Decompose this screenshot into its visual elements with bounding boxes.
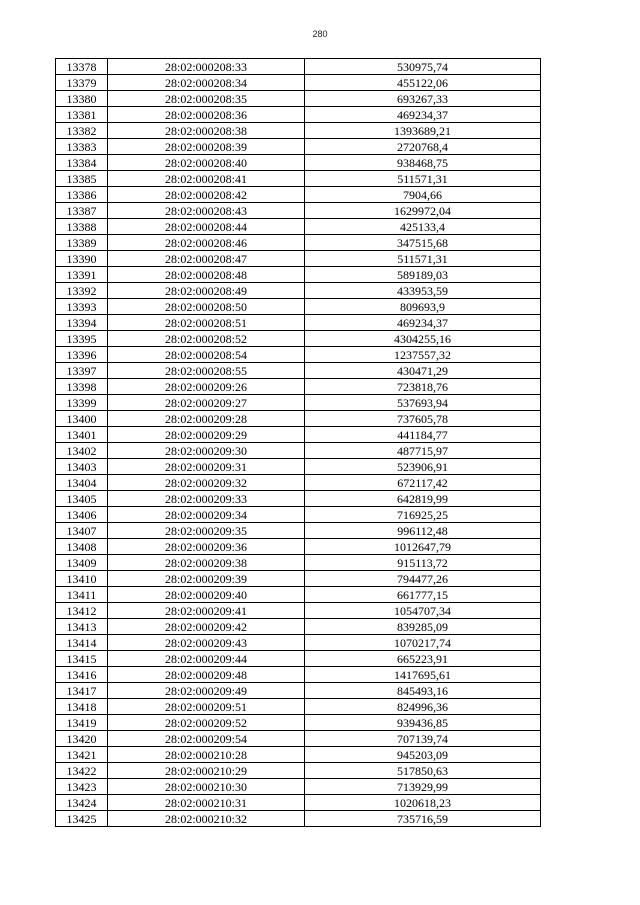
row-number-cell: 13393	[56, 299, 108, 315]
row-number-cell: 13413	[56, 619, 108, 635]
table-row	[56, 795, 541, 811]
table-row	[56, 571, 541, 587]
row-number-cell: 13395	[56, 331, 108, 347]
row-number-cell: 13410	[56, 571, 108, 587]
row-number-cell: 13402	[56, 443, 108, 459]
cadastral-number-cell: 28:02:000209:49	[108, 683, 305, 699]
table-row	[56, 619, 541, 635]
value-cell: 661777,15	[305, 587, 541, 603]
row-number-cell: 13405	[56, 491, 108, 507]
value-cell: 839285,09	[305, 619, 541, 635]
value-cell: 523906,91	[305, 459, 541, 475]
table-row	[56, 155, 541, 171]
table-row	[56, 59, 541, 75]
value-cell: 487715,97	[305, 443, 541, 459]
table-row	[56, 171, 541, 187]
cadastral-number-cell: 28:02:000209:30	[108, 443, 305, 459]
cadastral-number-cell: 28:02:000209:51	[108, 699, 305, 715]
value-cell: 665223,91	[305, 651, 541, 667]
table-row	[56, 411, 541, 427]
page-number: 280	[312, 29, 328, 39]
value-cell: 915113,72	[305, 555, 541, 571]
table-row	[56, 603, 541, 619]
value-cell: 707139,74	[305, 731, 541, 747]
value-cell: 425133,4	[305, 219, 541, 235]
value-cell: 716925,25	[305, 507, 541, 523]
row-number-cell: 13383	[56, 139, 108, 155]
row-number-cell: 13408	[56, 539, 108, 555]
table-row	[56, 235, 541, 251]
row-number-cell: 13415	[56, 651, 108, 667]
row-number-cell: 13380	[56, 91, 108, 107]
value-cell: 672117,42	[305, 475, 541, 491]
value-cell: 824996,36	[305, 699, 541, 715]
cadastral-number-cell: 28:02:000209:27	[108, 395, 305, 411]
cadastral-number-cell: 28:02:000209:41	[108, 603, 305, 619]
cadastral-number-cell: 28:02:000208:39	[108, 139, 305, 155]
cadastral-number-cell: 28:02:000210:29	[108, 763, 305, 779]
cadastral-number-cell: 28:02:000209:35	[108, 523, 305, 539]
row-number-cell: 13399	[56, 395, 108, 411]
value-cell: 1237557,32	[305, 347, 541, 363]
cadastral-number-cell: 28:02:000210:28	[108, 747, 305, 763]
value-cell: 511571,31	[305, 251, 541, 267]
row-number-cell: 13421	[56, 747, 108, 763]
cadastral-number-cell: 28:02:000209:29	[108, 427, 305, 443]
value-cell: 517850,63	[305, 763, 541, 779]
cadastral-number-cell: 28:02:000208:36	[108, 107, 305, 123]
row-number-cell: 13381	[56, 107, 108, 123]
table-row	[56, 219, 541, 235]
table-row	[56, 315, 541, 331]
row-number-cell: 13387	[56, 203, 108, 219]
value-cell: 347515,68	[305, 235, 541, 251]
table-row	[56, 555, 541, 571]
table-row	[56, 283, 541, 299]
cadastral-number-cell: 28:02:000210:30	[108, 779, 305, 795]
row-number-cell: 13423	[56, 779, 108, 795]
row-number-cell: 13420	[56, 731, 108, 747]
cadastral-number-cell: 28:02:000208:50	[108, 299, 305, 315]
table-row	[56, 347, 541, 363]
value-cell: 1054707,34	[305, 603, 541, 619]
value-cell: 809693,9	[305, 299, 541, 315]
cadastral-number-cell: 28:02:000209:44	[108, 651, 305, 667]
value-cell: 4304255,16	[305, 331, 541, 347]
table-row	[56, 363, 541, 379]
row-number-cell: 13400	[56, 411, 108, 427]
row-number-cell: 13422	[56, 763, 108, 779]
table-row	[56, 395, 541, 411]
value-cell: 430471,29	[305, 363, 541, 379]
value-cell: 537693,94	[305, 395, 541, 411]
row-number-cell: 13378	[56, 59, 108, 75]
row-number-cell: 13407	[56, 523, 108, 539]
cadastral-number-cell: 28:02:000208:38	[108, 123, 305, 139]
cadastral-number-cell: 28:02:000209:26	[108, 379, 305, 395]
value-cell: 1070217,74	[305, 635, 541, 651]
value-cell: 1629972,04	[305, 203, 541, 219]
value-cell: 945203,09	[305, 747, 541, 763]
row-number-cell: 13388	[56, 219, 108, 235]
value-cell: 511571,31	[305, 171, 541, 187]
cadastral-number-cell: 28:02:000208:44	[108, 219, 305, 235]
value-cell: 1020618,23	[305, 795, 541, 811]
cadastral-number-cell: 28:02:000209:42	[108, 619, 305, 635]
row-number-cell: 13424	[56, 795, 108, 811]
table-row	[56, 107, 541, 123]
cadastral-number-cell: 28:02:000208:52	[108, 331, 305, 347]
value-cell: 433953,59	[305, 283, 541, 299]
value-cell: 530975,74	[305, 59, 541, 75]
cadastral-number-cell: 28:02:000209:36	[108, 539, 305, 555]
cadastral-value-table	[55, 58, 541, 827]
table-row	[56, 539, 541, 555]
table-row	[56, 651, 541, 667]
cadastral-number-cell: 28:02:000208:35	[108, 91, 305, 107]
row-number-cell: 13392	[56, 283, 108, 299]
cadastral-number-cell: 28:02:000210:31	[108, 795, 305, 811]
cadastral-number-cell: 28:02:000208:51	[108, 315, 305, 331]
table-row	[56, 123, 541, 139]
row-number-cell: 13401	[56, 427, 108, 443]
cadastral-number-cell: 28:02:000209:39	[108, 571, 305, 587]
table-row	[56, 699, 541, 715]
table-row	[56, 491, 541, 507]
table-row	[56, 139, 541, 155]
table-row	[56, 763, 541, 779]
row-number-cell: 13385	[56, 171, 108, 187]
value-cell: 1012647,79	[305, 539, 541, 555]
table-row	[56, 507, 541, 523]
table-row	[56, 747, 541, 763]
value-cell: 845493,16	[305, 683, 541, 699]
cadastral-number-cell: 28:02:000209:28	[108, 411, 305, 427]
row-number-cell: 13425	[56, 811, 108, 827]
row-number-cell: 13406	[56, 507, 108, 523]
table-row	[56, 683, 541, 699]
table-row	[56, 715, 541, 731]
cadastral-number-cell: 28:02:000208:41	[108, 171, 305, 187]
row-number-cell: 13379	[56, 75, 108, 91]
cadastral-number-cell: 28:02:000209:32	[108, 475, 305, 491]
table-row	[56, 331, 541, 347]
value-cell: 469234,37	[305, 107, 541, 123]
row-number-cell: 13390	[56, 251, 108, 267]
cadastral-number-cell: 28:02:000209:52	[108, 715, 305, 731]
table-row	[56, 427, 541, 443]
row-number-cell: 13409	[56, 555, 108, 571]
table-row	[56, 203, 541, 219]
table-row	[56, 635, 541, 651]
cadastral-number-cell: 28:02:000209:34	[108, 507, 305, 523]
row-number-cell: 13411	[56, 587, 108, 603]
value-cell: 693267,33	[305, 91, 541, 107]
value-cell: 938468,75	[305, 155, 541, 171]
value-cell: 455122,06	[305, 75, 541, 91]
cadastral-number-cell: 28:02:000208:47	[108, 251, 305, 267]
value-cell: 642819,99	[305, 491, 541, 507]
row-number-cell: 13417	[56, 683, 108, 699]
table-row	[56, 187, 541, 203]
row-number-cell: 13384	[56, 155, 108, 171]
row-number-cell: 13403	[56, 459, 108, 475]
table-row	[56, 523, 541, 539]
row-number-cell: 13397	[56, 363, 108, 379]
table-row	[56, 667, 541, 683]
table-row	[56, 299, 541, 315]
cadastral-number-cell: 28:02:000208:43	[108, 203, 305, 219]
value-cell: 589189,03	[305, 267, 541, 283]
value-cell: 723818,76	[305, 379, 541, 395]
table-row	[56, 379, 541, 395]
table-row	[56, 779, 541, 795]
cadastral-number-cell: 28:02:000208:49	[108, 283, 305, 299]
table-row	[56, 267, 541, 283]
row-number-cell: 13382	[56, 123, 108, 139]
value-cell: 2720768,4	[305, 139, 541, 155]
cadastral-number-cell: 28:02:000209:54	[108, 731, 305, 747]
value-cell: 1393689,21	[305, 123, 541, 139]
value-cell: 794477,26	[305, 571, 541, 587]
table-row	[56, 475, 541, 491]
row-number-cell: 13404	[56, 475, 108, 491]
cadastral-number-cell: 28:02:000208:48	[108, 267, 305, 283]
row-number-cell: 13394	[56, 315, 108, 331]
table-body	[56, 59, 541, 827]
value-cell: 469234,37	[305, 315, 541, 331]
value-cell: 737605,78	[305, 411, 541, 427]
table-row	[56, 731, 541, 747]
row-number-cell: 13398	[56, 379, 108, 395]
cadastral-number-cell: 28:02:000208:46	[108, 235, 305, 251]
value-cell: 996112,48	[305, 523, 541, 539]
cadastral-number-cell: 28:02:000210:32	[108, 811, 305, 827]
table-row	[56, 91, 541, 107]
value-cell: 735716,59	[305, 811, 541, 827]
cadastral-number-cell: 28:02:000209:31	[108, 459, 305, 475]
value-cell: 713929,99	[305, 779, 541, 795]
row-number-cell: 13386	[56, 187, 108, 203]
table-row	[56, 75, 541, 91]
table-row	[56, 811, 541, 827]
value-cell: 939436,85	[305, 715, 541, 731]
row-number-cell: 13396	[56, 347, 108, 363]
table-row	[56, 587, 541, 603]
cadastral-number-cell: 28:02:000208:54	[108, 347, 305, 363]
cadastral-number-cell: 28:02:000208:34	[108, 75, 305, 91]
cadastral-number-cell: 28:02:000208:55	[108, 363, 305, 379]
row-number-cell: 13418	[56, 699, 108, 715]
row-number-cell: 13416	[56, 667, 108, 683]
row-number-cell: 13419	[56, 715, 108, 731]
row-number-cell: 13414	[56, 635, 108, 651]
cadastral-number-cell: 28:02:000209:43	[108, 635, 305, 651]
cadastral-number-cell: 28:02:000208:33	[108, 59, 305, 75]
value-cell: 1417695,61	[305, 667, 541, 683]
value-cell: 441184,77	[305, 427, 541, 443]
cadastral-number-cell: 28:02:000209:33	[108, 491, 305, 507]
table-row	[56, 459, 541, 475]
row-number-cell: 13389	[56, 235, 108, 251]
cadastral-number-cell: 28:02:000208:40	[108, 155, 305, 171]
row-number-cell: 13412	[56, 603, 108, 619]
table-row	[56, 251, 541, 267]
cadastral-number-cell: 28:02:000209:40	[108, 587, 305, 603]
cadastral-number-cell: 28:02:000209:48	[108, 667, 305, 683]
row-number-cell: 13391	[56, 267, 108, 283]
table-row	[56, 443, 541, 459]
value-cell: 7904,66	[305, 187, 541, 203]
cadastral-number-cell: 28:02:000208:42	[108, 187, 305, 203]
cadastral-number-cell: 28:02:000209:38	[108, 555, 305, 571]
